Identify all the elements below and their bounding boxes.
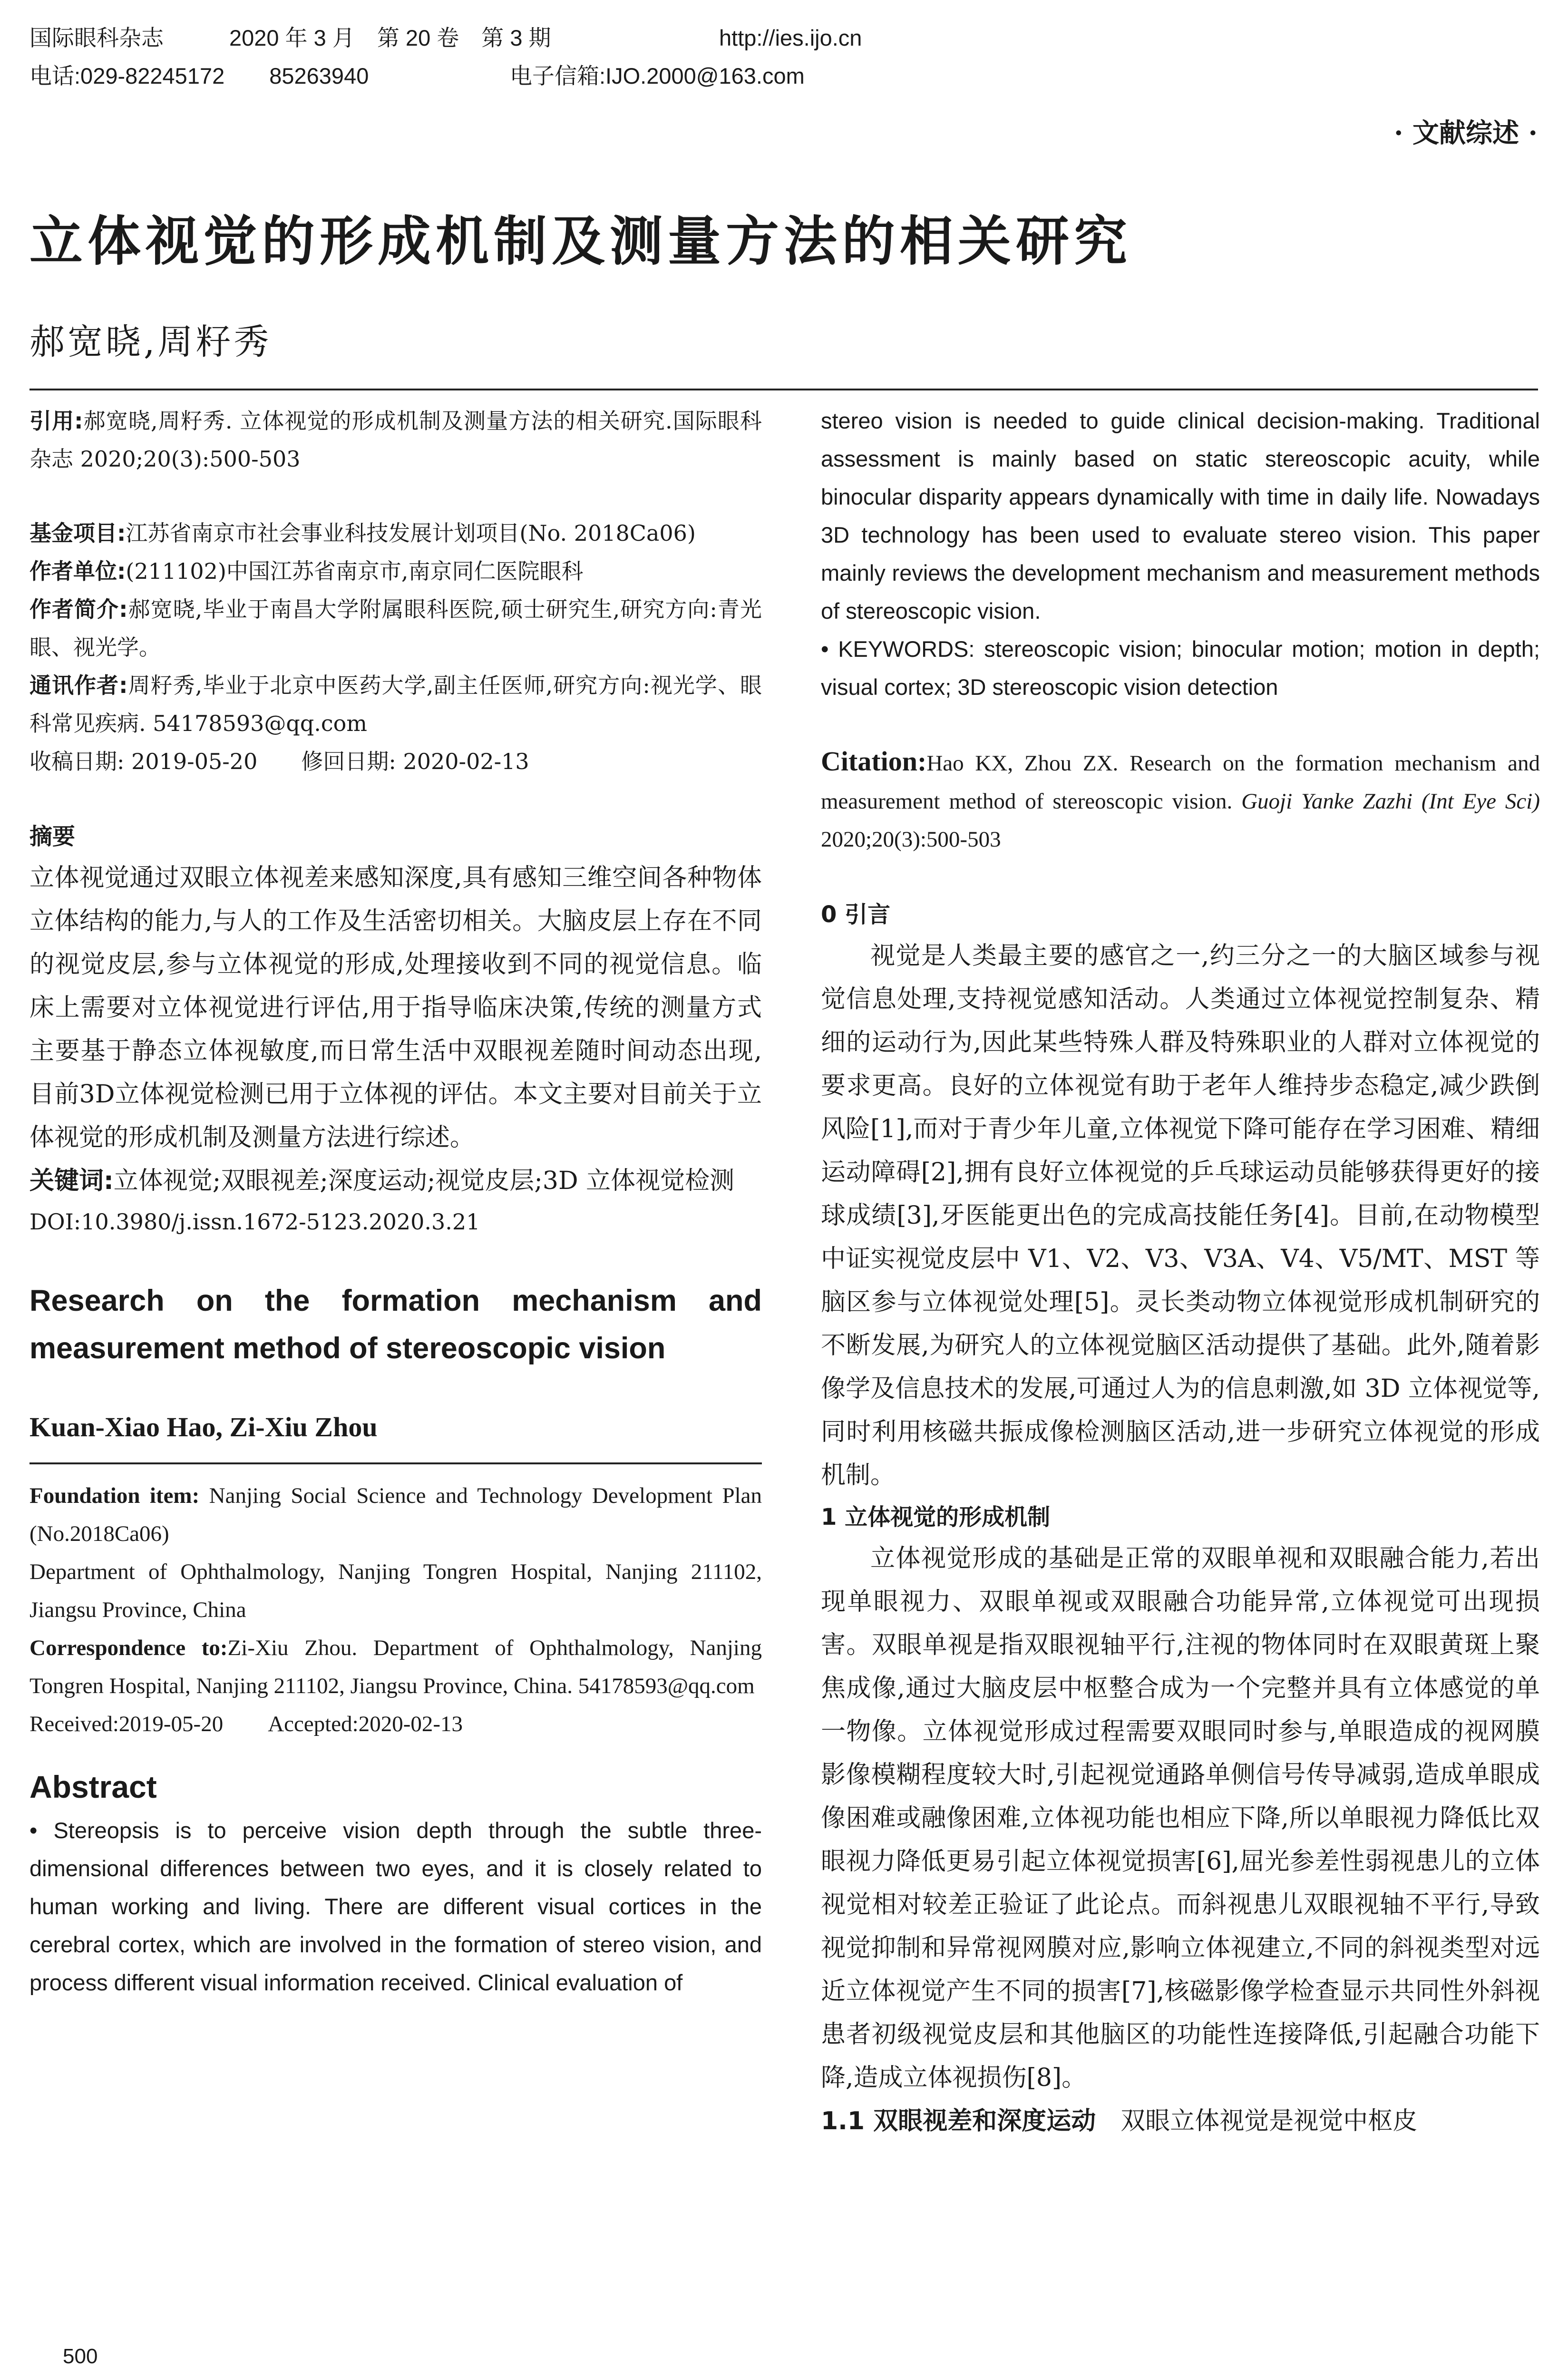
english-title: Research on the formation mechanism and measurement method of stereoscopic vision <box>29 1284 762 1365</box>
section-1-text: 立体视觉形成的基础是正常的双眼单视和双眼融合能力,若出现单眼视力、双眼单视或双眼融合功能异常,立体视觉可出现损害。双眼单视是指双眼视轴平行,注视的物体同时在双眼黄斑上聚焦成像,通过大脑皮层中枢整合成为一个完整并具有立体感觉的单一物像。立体视觉形成过程需要双眼同时参与,单眼造成的视网膜影像模糊程度较大时,引起视觉通路单侧信号传导减弱,造成单眼成像困难或融像困难,立体视功能也相应下降,所以单眼视力降低比双眼视力降低更易引起立体视觉损害[6],屈光参差性弱视患儿的立体视觉相对较差正验证了此论点。而斜视患儿双眼视轴不平行,导致视觉抑制和异常视网膜对应,影响立体视建立,不同的斜视类型对远近立体视觉产生不同的损害[7],核磁影像学检查显示共同性外斜视患者初级视觉皮层和其他脑区的功能性连接降低,引起融合功能下降,造成立体视损伤[8]。 <box>821 1544 1540 2092</box>
correspondence-text: Zi-Xiu Zhou. Department of Ophthalmology, Nanjing Tongren Hospital, Nanjing 211102, Jiangsu Province, China. 54178593@qq.com <box>29 1636 762 1698</box>
unit-text: (211102)中国江苏省南京市,南京同仁医院眼科 <box>126 558 584 584</box>
section-1-heading: 1 立体视觉的形成机制 <box>821 1504 1051 1530</box>
correspondence <box>29 1629 762 1705</box>
journal-url[interactable]: http://ies.ijo.cn <box>719 25 862 50</box>
page-number: 500 <box>63 2345 98 2368</box>
fund-block <box>29 514 762 552</box>
cite-label: 引用: <box>29 408 83 434</box>
title-divider <box>29 389 1538 390</box>
english-authors: Kuan-Xiao Hao, Zi-Xiu Zhou <box>29 1412 378 1442</box>
keywords-text: 立体视觉;双眼视差;深度运动;视觉皮层;3D 立体视觉检测 <box>113 1167 735 1195</box>
bio-text: 郝宽晓,毕业于南昌大学附属眼科医院,硕士研究生,研究方向:青光眼、视光学。 <box>29 596 762 660</box>
abstract-zh: 立体视觉通过双眼立体视差来感知深度,具有感知三维空间各种物体立体结构的能力,与人的工作及生活密切相关。大脑皮层上存在不同的视觉皮层,参与立体视觉的形成,处理接收到不同的视觉信息。临床上需要对立体视觉进行评估,用于指导临床决策,传统的测量方式主要基于静态立体视敏度,而日常生活中双眼视差随时间动态出现,目前3D立体视觉检测已用于立体视的评估。本文主要对目前关于立体视觉的形成机制及测量方法进行综述。 <box>29 864 762 1152</box>
left-column <box>29 402 762 2002</box>
keywords-zh <box>29 1159 762 1203</box>
foundation-label: Foundation item: <box>29 1483 200 1508</box>
bio-label: 作者简介: <box>29 596 128 622</box>
section-0-text: 视觉是人类最主要的感官之一,约三分之一的大脑区域参与视觉信息处理,支持视觉感知活动。人类通过立体视觉控制复杂、精细的运动行为,因此某些特殊人群及特殊职业的人群对立体视觉的要求更高。良好的立体视觉有助于老年人维持步态稳定,减少跌倒风险[1],而对于青少年儿童,立体视觉下降可能存在学习困难、精细运动障碍[2],拥有良好立体视觉的乒乓球运动员能够获得更好的接球成绩[3],牙医能更出色的完成高技能任务[4]。目前,在动物模型中证实视觉皮层中 V1、V2、V3、V3A、V4、V5/MT、MST 等脑区参与立体视觉处理[5]。灵长类动物立体视觉形成机制研究的不断发展,为研究人的立体视觉脑区活动提供了基础。此外,随着影像学及信息技术的发展,可通过人为的信息刺激,如 3D 立体视觉等,同时利用核磁共振成像检测脑区活动,进一步研究立体视觉的形成机制。 <box>821 942 1540 1490</box>
foundation-item <box>29 1477 762 1553</box>
fund-text: 江苏省南京市社会事业科技发展计划项目(No. 2018Ca06) <box>126 520 696 546</box>
citation-block <box>821 742 1540 858</box>
section-1-1-heading: 1.1 双眼视差和深度运动 <box>821 2107 1096 2135</box>
journal-email[interactable]: 电子信箱:IJO.2000@163.com <box>510 63 805 88</box>
keywords-label: 关键词: <box>29 1167 114 1195</box>
citation-text-2: 2020;20(3):500-503 <box>821 827 1001 852</box>
article-title: 立体视觉的形成机制及测量方法的相关研究 <box>29 211 1132 273</box>
journal-header <box>29 19 1542 95</box>
abstract-en-heading: Abstract <box>29 1769 157 1804</box>
corr-text: 周籽秀,毕业于北京中医药大学,副主任医师,研究方向:视光学、眼科常见疾病. 54178593@qq.com <box>29 672 762 736</box>
english-divider <box>29 1462 762 1464</box>
bio-block <box>29 590 762 666</box>
article-authors: 郝宽晓,周籽秀 <box>29 321 272 362</box>
department: Department of Ophthalmology, Nanjing Tongren Hospital, Nanjing 211102, Jiangsu Province, China <box>29 1559 762 1622</box>
citation-journal: Guoji Yanke Zazhi (Int Eye Sci) <box>1241 789 1540 814</box>
doi[interactable]: DOI:10.3980/j.issn.1672-5123.2020.3.21 <box>29 1209 480 1235</box>
citation-text-1: Hao KX, Zhou ZX. Research on the formation mechanism and measurement method of stereoscopic vision. <box>821 751 1540 814</box>
section-1-1 <box>821 2100 1540 2143</box>
received-dates: 收稿日期: 2019-05-20 修回日期: 2020-02-13 <box>29 749 529 774</box>
corr-label: 通讯作者: <box>29 672 128 698</box>
section-1-1-text: 双眼立体视觉是视觉中枢皮 <box>1120 2107 1418 2135</box>
fund-label: 基金项目: <box>29 520 126 546</box>
english-dates: Received:2019-05-20 Accepted:2020-02-13 <box>29 1712 463 1736</box>
keywords-en: • KEYWORDS: stereoscopic vision; binocular motion; motion in depth; visual cortex; 3D stereoscopic vision detection <box>821 636 1540 700</box>
abstract-zh-heading: 摘要 <box>29 823 76 850</box>
section-0-heading: 0 引言 <box>821 901 891 928</box>
foundation-text: Nanjing Social Science and Technology Development Plan (No.2018Ca06) <box>29 1483 762 1546</box>
cite-text: 郝宽晓,周籽秀. 立体视觉的形成机制及测量方法的相关研究.国际眼科杂志 2020;20(3):500-503 <box>29 408 762 472</box>
issue-info: 2020 年 3 月 第 20 卷 第 3 期 <box>229 25 551 50</box>
unit-block <box>29 552 762 590</box>
cite-block <box>29 402 762 478</box>
abstract-en-part2: stereo vision is needed to guide clinical decision-making. Traditional assessment is mainly based on static stereoscopic acuity, while binocular disparity appears dynamically with time in daily life. Nowadays 3D technology has been used to evaluate stereo vision. This paper mainly reviews the development mechanism and measurement methods of stereoscopic vision. <box>821 408 1540 623</box>
corr-block <box>29 666 762 742</box>
unit-label: 作者单位: <box>29 558 126 584</box>
citation-label: Citation: <box>821 746 927 777</box>
journal-name: 国际眼科杂志 <box>29 25 164 50</box>
abstract-en-part1: • Stereopsis is to perceive vision depth through the subtle three-dimensional differences between two eyes, and it is closely related to human working and living. There are different visual cortices in the cerebral cortex, which are involved in the formation of stereo vision, and process different visual information received. Clinical evaluation of <box>29 1818 762 1995</box>
section-tag: · 文献综述 · <box>1394 117 1538 149</box>
correspondence-label: Correspondence to: <box>29 1636 228 1660</box>
journal-phone: 电话:029-82245172 85263940 <box>29 63 369 88</box>
right-column <box>821 402 1540 2143</box>
